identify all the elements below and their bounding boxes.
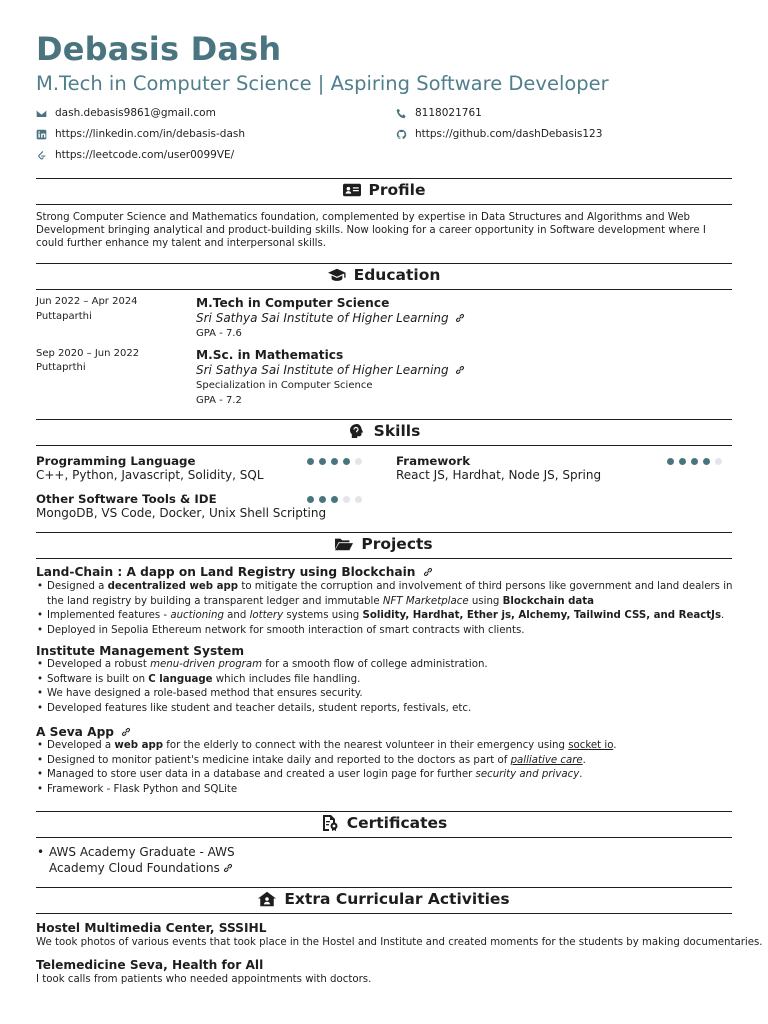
section-rule: [36, 532, 732, 533]
project-bullets: [36, 580, 736, 639]
section-rule: [36, 445, 732, 446]
project-bullets: [36, 658, 736, 717]
project-bullet: • Deployed in Sepolia Ethereum network for smooth interaction of smart contracts with clients.: [36, 624, 736, 639]
extra-section-title: [36, 890, 732, 908]
socket-io-link[interactable]: socket io: [568, 740, 614, 751]
project-bullet: • Software is built on C language which includes file handling.: [36, 673, 736, 688]
leetcode-text: https://leetcode.com/user0099VE/: [55, 149, 235, 161]
rating-dot: [343, 496, 350, 503]
rating-dot: [331, 496, 338, 503]
projects-section-title: [36, 535, 732, 553]
link-icon: [121, 727, 131, 737]
skill-category: Programming Language: [36, 454, 196, 468]
institution-name: Sri Sathya Sai Institute of Higher Learning: [196, 363, 449, 377]
education-degree: M.Sc. in Mathematics: [196, 348, 344, 362]
brain-icon: [348, 423, 366, 439]
linkedin-icon: [36, 129, 47, 140]
section-rule: [36, 289, 732, 290]
rating-dot: [307, 458, 314, 465]
project-title[interactable]: [36, 725, 131, 739]
institution-name: Sri Sathya Sai Institute of Higher Learning: [196, 311, 449, 325]
link-icon: [223, 863, 233, 873]
project-bullet: • Developed a robust menu-driven program for a smooth flow of college administration.: [36, 658, 736, 673]
project-bullet: • Developed a web app for the elderly to connect with the nearest volunteer in their emergency using socket io.: [36, 739, 736, 754]
project-bullet: • Developed features like student and teacher details, student reports, festivals, etc.: [36, 702, 736, 717]
contact-phone[interactable]: [396, 107, 482, 119]
skill-values: C++, Python, Javascript, Solidity, SQL: [36, 468, 264, 482]
rating-dot: [331, 458, 338, 465]
github-text: https://github.com/dashDebasis123: [415, 128, 603, 140]
project-title-text: A Seva App: [36, 725, 115, 739]
section-rule: [36, 837, 732, 838]
activity-title: Telemedicine Seva, Health for All: [36, 958, 264, 972]
projects-heading: Projects: [361, 535, 433, 553]
section-rule: [36, 887, 732, 888]
skill-rating: [667, 458, 722, 465]
profile-summary: Strong Computer Science and Mathematics foundation, complemented by expertise in Data Structures and Algorithms and Web Development bringing analytical and product-building skills. Now looking for a career opportunity in Software development where I could further enhance my talent and interpersonal skills.: [36, 212, 706, 250]
project-title-text: Land-Chain : A dapp on Land Registry using Blockchain: [36, 565, 416, 579]
project-title: Institute Management System: [36, 644, 245, 658]
contact-github[interactable]: [396, 128, 602, 140]
candidate-name: Debasis Dash: [36, 30, 282, 68]
education-section-title: [36, 266, 732, 284]
rating-dot: [319, 458, 326, 465]
bullet-mark: •: [37, 845, 45, 859]
certificate-line: AWS Academy Graduate - AWS: [49, 845, 235, 859]
education-detail: GPA - 7.2: [196, 395, 242, 406]
github-icon: [396, 129, 407, 140]
section-rule: [36, 419, 732, 420]
project-bullet: • Implemented features - auctioning and lottery systems using Solidity, Hardhat, Ether js, Alchemy, Tailwind CSS, and ReactJs.: [36, 609, 736, 624]
project-bullet: • Designed to monitor patient's medicine intake daily and reported to the doctors as part of palliative care.: [36, 754, 736, 769]
profile-section-title: [36, 181, 732, 199]
profile-heading: Profile: [368, 181, 426, 199]
section-rule: [36, 178, 732, 179]
education-dates: Jun 2022 – Apr 2024: [36, 296, 138, 307]
section-rule: [36, 811, 732, 812]
activity-title: Hostel Multimedia Center, SSSIHL: [36, 921, 267, 935]
palliative-care-link[interactable]: palliative care: [510, 754, 583, 766]
candidate-headline: M.Tech in Computer Science | Aspiring Software Developer: [36, 72, 609, 95]
skill-values: React JS, Hardhat, Node JS, Spring: [396, 468, 602, 482]
rating-dot: [715, 458, 722, 465]
skill-category: Other Software Tools & IDE: [36, 492, 217, 506]
certificate-item[interactable]: [36, 845, 235, 876]
email-text: dash.debasis9861@gmail.com: [55, 107, 216, 119]
project-bullet: • Managed to store user data in a database and created a user login page for further security and privacy.: [36, 768, 736, 783]
certificate-line-2: Academy Cloud Foundations: [49, 861, 235, 877]
rating-dot: [691, 458, 698, 465]
skill-rating: [307, 458, 362, 465]
education-institution[interactable]: [196, 363, 465, 377]
link-icon: [455, 365, 465, 375]
rating-dot: [319, 496, 326, 503]
graduation-cap-icon: [328, 267, 346, 283]
section-rule: [36, 263, 732, 264]
link-icon: [455, 313, 465, 323]
leetcode-icon: [36, 150, 47, 161]
rating-dot: [355, 458, 362, 465]
rating-dot: [679, 458, 686, 465]
education-location: Puttaprthi: [36, 362, 86, 373]
envelope-icon: [36, 108, 47, 119]
project-bullet: • Designed a decentralized web app to mitigate the corruption and involvement of third persons like government and land dealers in the land registry by building a transparent ledger and immutable NFT Marketplace using Blockchain data: [36, 580, 736, 609]
education-degree: M.Tech in Computer Science: [196, 296, 390, 310]
rating-dot: [703, 458, 710, 465]
education-heading: Education: [353, 266, 441, 284]
project-bullet: • Framework - Flask Python and SQLite: [36, 783, 736, 798]
link-icon: [423, 567, 433, 577]
phone-icon: [396, 108, 407, 119]
contact-email[interactable]: [36, 107, 216, 119]
phone-text: 8118021761: [415, 107, 482, 119]
folder-open-icon: [335, 536, 353, 552]
certificates-section-title: [36, 814, 732, 832]
project-title[interactable]: [36, 565, 433, 579]
skills-heading: Skills: [373, 422, 421, 440]
rating-dot: [667, 458, 674, 465]
education-detail: GPA - 7.6: [196, 328, 242, 339]
rating-dot: [307, 496, 314, 503]
section-rule: [36, 913, 732, 914]
rating-dot: [343, 458, 350, 465]
extra-heading: Extra Curricular Activities: [284, 890, 510, 908]
skill-category: Framework: [396, 454, 471, 468]
rating-dot: [355, 496, 362, 503]
education-dates: Sep 2020 – Jun 2022: [36, 348, 140, 359]
contact-linkedin[interactable]: [36, 128, 245, 140]
activity-description: I took calls from patients who needed appointments with doctors.: [36, 974, 372, 985]
skills-section-title: [36, 422, 732, 440]
id-card-icon: [343, 182, 361, 198]
education-location: Puttaparthi: [36, 311, 92, 322]
linkedin-text: https://linkedin.com/in/debasis-dash: [55, 128, 246, 140]
project-bullet: • We have designed a role-based method that ensures security.: [36, 687, 736, 702]
project-bullets: [36, 739, 736, 798]
section-rule: [36, 558, 732, 559]
skill-values: MongoDB, VS Code, Docker, Unix Shell Scripting: [36, 506, 327, 520]
house-user-icon: [258, 891, 276, 907]
activity-description: We took photos of various events that took place in the Hostel and Institute and created moments for the students by making documentaries.: [36, 937, 763, 948]
certificates-heading: Certificates: [346, 814, 448, 832]
education-institution[interactable]: [196, 311, 465, 325]
section-rule: [36, 204, 732, 205]
certificate-icon: [321, 815, 339, 831]
contact-leetcode[interactable]: [36, 149, 234, 161]
education-detail: Specialization in Computer Science: [196, 380, 373, 391]
skill-rating: [307, 496, 362, 503]
